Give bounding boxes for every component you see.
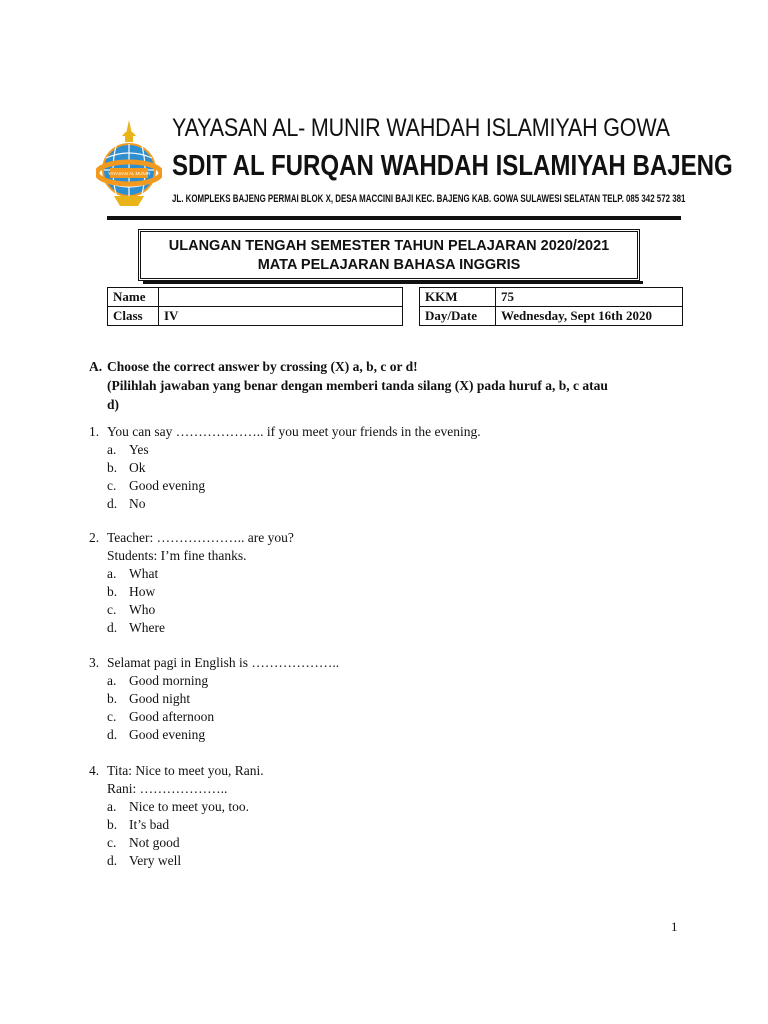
table-row <box>108 288 403 307</box>
option-d[interactable]: d. Good evening <box>107 727 206 742</box>
school-name: SDIT AL FURQAN WAHDAH ISLAMIYAH BAJENG <box>172 150 733 182</box>
dialog-speaker: Tita <box>107 763 129 778</box>
school-address: JL. KOMPLEKS BAJENG PERMAI BLOK X, DESA MACCINI BAJI KEC. BAJENG KAB. GOWA SULAWESI SELATAN TELP. 085 342 572 381 <box>172 193 686 205</box>
option-a[interactable]: a. Good morning <box>107 673 209 688</box>
table-row <box>108 307 403 326</box>
page-number: 1 <box>671 919 678 934</box>
date-label: Day/Date <box>420 307 496 326</box>
question-2 <box>89 529 294 637</box>
dialog-line: : I’m fine thanks. <box>153 548 247 563</box>
exam-info-table <box>419 287 683 326</box>
question-text: You can say ……………….. if you meet your friends in the evening. <box>107 424 481 439</box>
option-a[interactable]: a. Yes <box>107 442 149 457</box>
option-a[interactable]: a. What <box>107 566 159 581</box>
option-a[interactable]: a. Nice to meet you, too. <box>107 799 249 814</box>
dialog-speaker: Students <box>107 548 154 563</box>
section-instruction-id-cont: d) <box>107 397 120 412</box>
question-3 <box>89 654 339 744</box>
logo-ribbon-text: YAYASAN AL MUNIR <box>107 171 151 176</box>
dialog-line: : ……………….. <box>132 781 228 796</box>
table-row <box>420 307 683 326</box>
question-number: 2. <box>89 530 100 545</box>
foundation-name: YAYASAN AL- MUNIR WAHDAH ISLAMIYAH GOWA <box>172 114 670 142</box>
option-b[interactable]: b. Ok <box>107 460 146 475</box>
option-c[interactable]: c. Not good <box>107 835 180 850</box>
option-d[interactable]: d. Very well <box>107 853 182 868</box>
table-row <box>420 288 683 307</box>
option-b[interactable]: b. It’s bad <box>107 817 170 832</box>
dialog-speaker: Teacher <box>107 530 150 545</box>
dialog-line: : Nice to meet you, Rani. <box>128 763 264 778</box>
question-number: 4. <box>89 763 100 778</box>
section-letter: A. <box>89 359 103 374</box>
option-c[interactable]: c. Good afternoon <box>107 709 215 724</box>
option-b[interactable]: b. Good night <box>107 691 191 706</box>
name-field[interactable] <box>159 288 403 307</box>
school-logo <box>96 118 162 212</box>
header-divider <box>107 216 681 220</box>
question-4 <box>89 762 264 870</box>
option-c[interactable]: c. Who <box>107 602 156 617</box>
question-number: 3. <box>89 655 100 670</box>
option-d[interactable]: d. No <box>107 496 146 511</box>
class-value: IV <box>159 307 403 326</box>
kkm-value: 75 <box>496 288 683 307</box>
dialog-speaker: Rani <box>107 781 133 796</box>
exam-title-line2: MATA PELAJARAN BAHASA INGGRIS <box>257 257 521 273</box>
student-info-table <box>107 287 403 326</box>
kkm-label: KKM <box>420 288 496 307</box>
dialog-line: : ……………….. are you? <box>149 530 294 545</box>
exam-title-box <box>138 229 640 281</box>
question-text: Selamat pagi in English is ……………….. <box>107 655 340 670</box>
question-number: 1. <box>89 424 100 439</box>
question-1 <box>89 423 481 513</box>
section-instruction-id: (Pilihlah jawaban yang benar dengan memberi tanda silang (X) pada huruf a, b, c atau <box>107 378 608 393</box>
date-value: Wednesday, Sept 16th 2020 <box>496 307 683 326</box>
name-label: Name <box>108 288 159 307</box>
section-instruction-en: Choose the correct answer by crossing (X) a, b, c or d! <box>107 359 418 374</box>
option-b[interactable]: b. How <box>107 584 156 599</box>
option-c[interactable]: c. Good evening <box>107 478 206 493</box>
class-label: Class <box>108 307 159 326</box>
option-d[interactable]: d. Where <box>107 620 165 635</box>
exam-title-line1: ULANGAN TENGAH SEMESTER TAHUN PELAJARAN 2020/2021 <box>168 238 610 254</box>
section-a-instructions <box>89 357 687 414</box>
